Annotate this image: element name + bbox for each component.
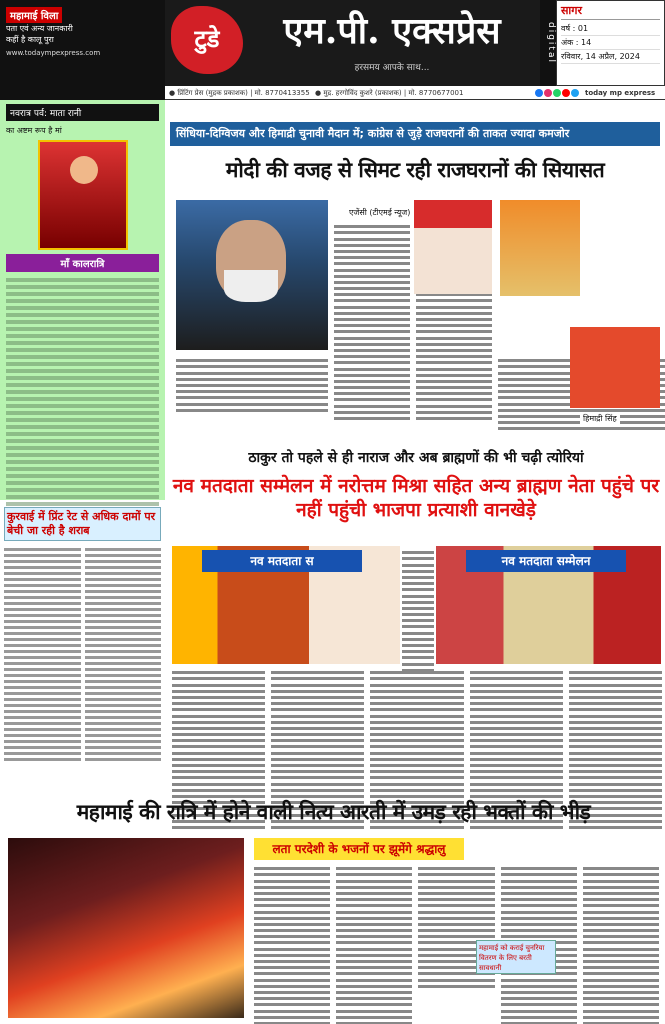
masthead-logo-area xyxy=(165,0,540,86)
sammelan-photo-right xyxy=(436,546,661,664)
left-ad-line: पता एवं अन्य जानकारी xyxy=(6,24,73,33)
left-box-subtitle: का अष्टम रूप है मां xyxy=(6,126,62,135)
facebook-icon[interactable] xyxy=(535,89,543,97)
twitter-icon[interactable] xyxy=(571,89,579,97)
year: वर्ष : 01 xyxy=(561,22,660,36)
goddess-image xyxy=(38,140,128,250)
youtube-icon[interactable] xyxy=(562,89,570,97)
left-box-title: नवरात्र पर्व: माता रानी xyxy=(6,104,159,121)
story2-midtext xyxy=(402,548,434,675)
story3-subheadline: लता परदेशी के भजनों पर झूमेंगे श्रद्धालु xyxy=(254,838,464,860)
sammelan-banner-left: नव मतदाता स xyxy=(202,550,362,572)
left-feature-column xyxy=(0,100,165,500)
liquor-story-text xyxy=(4,545,161,764)
royal-families-story xyxy=(170,122,665,442)
modi-photo xyxy=(176,200,328,350)
issue-number: अंक : 14 xyxy=(561,36,660,50)
sammelan-photo-left xyxy=(172,546,400,664)
masthead-contact-bar xyxy=(165,86,665,100)
liquor-story xyxy=(0,505,165,785)
story1-headline: मोदी की वजह से सिमट रही राजघरानों की सियासत xyxy=(225,157,605,182)
whatsapp-icon[interactable] xyxy=(553,89,561,97)
contact-mid: ● मुद्र. हरगोविंद कुशरे (प्रकाशक) | मो. 8770677001 xyxy=(315,89,464,97)
logo-mp-map: टुडे xyxy=(171,6,243,74)
story3-text xyxy=(254,864,659,1018)
story1-credit: एजेंसी (टीएमई न्यूज) xyxy=(346,206,413,219)
brahmin-story xyxy=(170,446,665,546)
left-ad-line: कहीं है कालू पुरा xyxy=(6,35,54,44)
himadri-photo xyxy=(570,318,660,408)
goddess-caption: माँ कालरात्रि xyxy=(6,254,159,272)
story3-side-box: महामाई को कराई चुनरिया वितरण के लिए बरती सावधानी xyxy=(476,940,556,974)
story2-headline: नव मतदाता सम्मेलन में नरोत्तम मिश्रा सहित अन्य ब्राह्मण नेता पहुंचे पर नहीं पहुंची भाजपा प्रत्याशी वानखेड़े xyxy=(172,475,660,521)
liquor-story-headline: कुरवाई में प्रिंट रेट से अधिक दामों पर बेची जा रही है शराब xyxy=(4,507,161,541)
story1-text-col0 xyxy=(176,356,328,415)
social-icons xyxy=(535,86,580,100)
story2-text xyxy=(172,668,662,778)
story1-text-col1 xyxy=(334,222,410,423)
newspaper-title: एम.पी. एक्सप्रेस xyxy=(283,10,501,52)
scindia-photo xyxy=(500,200,580,296)
story1-kicker: सिंधिया-दिग्विजय और हिमाद्री चुनावी मैदान में; कांग्रेस से जुड़े राजघरानों की ताकत ज्यादा कमजोर xyxy=(170,122,660,146)
instagram-icon[interactable] xyxy=(544,89,552,97)
tagline: हरसमय आपके साथ... xyxy=(354,63,430,73)
left-ad-title: महामाई विला xyxy=(6,7,62,23)
masthead xyxy=(0,0,665,100)
aarti-story xyxy=(6,790,661,838)
story3-headline: महामाई की रात्रि में होने वाली नित्य आरती में उमड़ रही भक्तों की भीड़ xyxy=(76,799,591,824)
contact-left: ● प्रिंटिंग प्रेस (मुद्रक प्रकाशक) | मो. 8770413355 xyxy=(169,89,310,97)
sammelan-banner-right: नव मतदाता सम्मेलन xyxy=(466,550,626,572)
himadri-caption: हिमाद्री सिंह xyxy=(580,412,620,425)
aarti-photo xyxy=(8,838,244,1018)
issue-date: रविवार, 14 अप्रैल, 2024 xyxy=(561,50,660,64)
brand-handle: today mp express xyxy=(585,89,656,97)
city-name: सागर xyxy=(561,4,660,20)
issue-info xyxy=(556,0,665,86)
story2-kicker: ठाकुर तो पहले से ही नाराज और अब ब्राह्मणों की भी चढ़ी त्योरियां xyxy=(248,450,584,466)
left-ad-site: www.todaympexpress.com xyxy=(6,49,101,57)
masthead-left-ad xyxy=(0,0,165,100)
digital-label: digital xyxy=(540,0,556,86)
left-article-text xyxy=(6,278,159,513)
digvijay-photo xyxy=(414,200,492,294)
